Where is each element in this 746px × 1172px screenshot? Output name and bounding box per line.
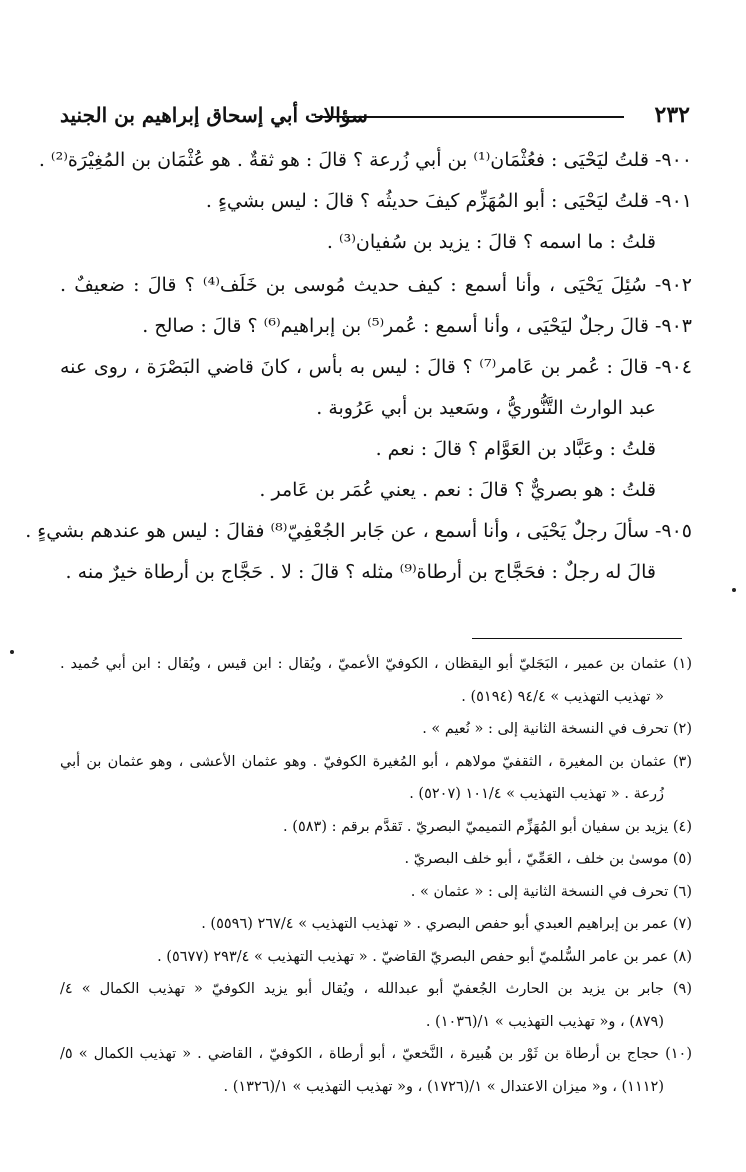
footnote-line: زُرعة . « تهذيب التهذيب » ١٠١/٤ (٥٢٠٧) . — [409, 786, 664, 802]
page-header — [60, 100, 690, 134]
text-line: قلتُ : هو بصريٌّ ؟ قالَ : نعم . يعني عُمَر بن عَامر . — [259, 479, 656, 501]
footnote-line: « تهذيب التهذيب » ٩٤/٤ (٥١٩٤) . — [461, 688, 664, 705]
footnote-line: (١) عثمان بن عمير ، البَجَليّ أبو اليقظان ، الكوفيّ الأعميّ ، ويُقال : ابن قيس ، ويُقال : ابن أبي حُميد . — [60, 656, 692, 672]
footnote-line: (٧) عمر بن إبراهيم العبدي أبو حفص البصري . « تهذيب التهذيب » ٢٦٧/٤ (٥٥٩٦) . — [201, 916, 692, 932]
text-line: ٩٠٠- قلتُ ليَحْيَى : فعُثْمَان⁽¹⁾ بن أبي زُرعة ؟ قالَ : هو ثقةٌ . هو عُثْمَان بن المُغِيْرَة⁽²⁾ . — [38, 149, 692, 171]
footnote-line: (٦) تحرف في النسخة الثانية إلى : « عثمان » . — [410, 883, 692, 900]
footnote-line: (٢) تحرف في النسخة الثانية إلى : « نُعيم » . — [422, 721, 692, 737]
footnote-line: (١١١٢) ، و« ميزان الاعتدال » ١/(١٧٢٦) ، و« تهذيب التهذيب » ١/(١٣٢٦) . — [223, 1078, 664, 1095]
footnote-line: (١٠) حجاج بن أرطاة بن ثَوْر بن هُبيرة ، النَّخعيّ ، أبو أرطاة ، الكوفيّ ، القاضي . « تهذيب الكمال » ٥/ — [60, 1046, 692, 1062]
text-line: ٩٠٣- قالَ رجلٌ ليَحْيَى ، وأنا أسمع : عُمر⁽⁵⁾ بن إبراهيم⁽⁶⁾ ؟ قالَ : صالح . — [142, 315, 692, 337]
main-text — [25, 140, 692, 593]
text-line: ٩٠٥- سألَ رجلٌ يَحْيَى ، وأنا أسمع ، عن جَابر الجُعْفِيّ⁽⁸⁾ فقالَ : ليس هو عندهم بشيءٍ . — [25, 520, 692, 542]
text-line: عبد الوارث التَّنُّوريُّ ، وسَعيد بن أبي عَرُوبة . — [316, 397, 656, 419]
footnote-line: (٨٧٩) ، و« تهذيب التهذيب » ١/(١٠٣٦) . — [425, 1013, 664, 1030]
page-number: ٢٣٢ — [654, 102, 690, 128]
footnote-line: (٥) موسىٰ بن خلف ، العَمِّيّ ، أبو خلف البصريّ . — [404, 851, 692, 867]
footnotes — [60, 648, 692, 1103]
running-title: سؤالات أبي إسحاق إبراهيم بن الجنيد — [60, 103, 368, 127]
footnote-line: (٣) عثمان بن المغيرة ، الثقفيّ مولاهم ، أبو المُغيرة الكوفيّ . وهو عثمان الأعشى ، وهو عثمان بن أبي — [60, 753, 692, 770]
footnote-line: (٨) عمر بن عامر السُّلميّ أبو حفص البصريّ القاضيّ . « تهذيب التهذيب » ٢٩٣/٤ (٥٦٧٧) . — [157, 948, 692, 965]
margin-dot — [10, 650, 14, 654]
footnote-separator — [472, 638, 682, 639]
text-line: قلتُ : ما اسمه ؟ قالَ : يزيد بن سُفيان⁽³⁾ . — [326, 231, 656, 253]
footnote-line: (٤) يزيد بن سفيان أبو المُهَزِّم التميميّ البصريّ . تَقدَّم برقم : (٥٨٣) . — [283, 818, 692, 835]
text-line: ٩٠٢- سُئِلَ يَحْيَى ، وأنا أسمع : كيف حديث مُوسى بن خَلَف⁽⁴⁾ ؟ قالَ : ضعيفٌ . — [60, 274, 692, 296]
footnote-line: (٩) جابر بن يزيد بن الحارث الجُعفيّ أبو عبدالله ، ويُقال أبو يزيد الكوفيّ « تهذيب الكمال » ٤/ — [60, 981, 692, 997]
text-line: ٩٠٤- قالَ : عُمر بن عَامر⁽⁷⁾ ؟ قالَ : ليس به بأس ، كانَ قاضي البَصْرَة ، روى عنه — [60, 356, 692, 378]
text-line: ٩٠١- قلتُ ليَحْيَى : أبو المُهَزِّم كيفَ حديثُه ؟ قالَ : ليس بشيءٍ . — [205, 190, 692, 212]
margin-dot — [732, 588, 736, 592]
text-line: قالَ له رجلٌ : فحَجَّاج بن أرطاة⁽⁹⁾ مثله ؟ قالَ : لا . حَجَّاج بن أرطاة خيرٌ منه . — [65, 561, 656, 583]
text-line: قلتُ : وعَبَّاد بن العَوَّام ؟ قالَ : نعم . — [375, 438, 656, 460]
